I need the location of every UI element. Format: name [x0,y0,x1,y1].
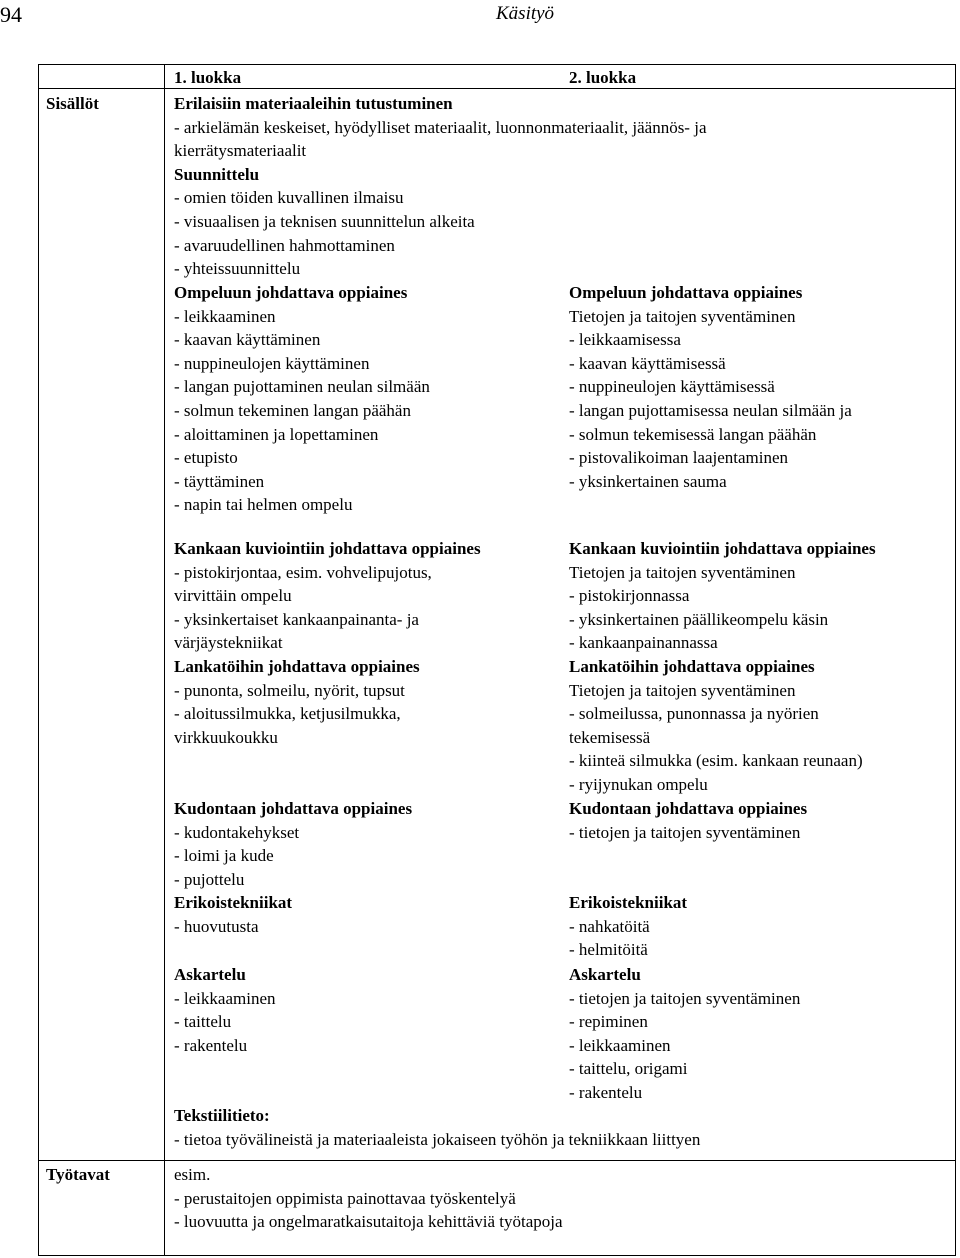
list-line: - kaavan käyttämisessä [569,353,726,373]
list-line: kierrätysmateriaalit [174,141,307,161]
grade2-header: 2. luokka [569,68,637,87]
list-line: - pistovalikoiman laajentaminen [569,448,789,468]
running-title: Käsityö [496,3,555,24]
list-line: virkkuukoukku [174,727,278,747]
list-line: - langan pujottamisessa neulan silmään ja [569,400,852,420]
list-line: - pistokirjonnassa [569,586,690,606]
column-divider [164,64,165,1256]
list-line: - tietoa työvälineistä ja materiaaleista jokaiseen työhön ja tekniikkaan liittyen [174,1129,701,1149]
list-line: - helmitöitä [569,940,648,960]
grade1-sewing-block [174,281,430,517]
list-line: - kankaanpainannassa [569,633,718,653]
list-line: - nuppineulojen käyttäminen [174,353,370,373]
row-label-methods: Työtavat [46,1165,110,1184]
list-line: - taittelu, origami [569,1059,688,1079]
list-line: - leikkaamisessa [569,330,681,350]
section-heading: Tekstiilitieto: [174,1106,270,1125]
list-line: Tietojen ja taitojen syventäminen [569,306,796,326]
list-line: - yksinkertaiset kankaanpainanta- ja [174,609,419,629]
list-line: - perustaitojen oppimista painottavaa työskentelyä [174,1188,516,1208]
list-line: - leikkaaminen [174,306,276,326]
list-line: - nahkatöitä [569,916,650,936]
section-heading: Erikoistekniikat [174,893,293,913]
list-line: - rakentelu [174,1035,248,1055]
list-line: - napin tai helmen ompelu [174,495,353,515]
list-line: - kudontakehykset [174,822,300,842]
section-heading: Lankatöihin johdattava oppiaines [569,656,815,676]
list-line: - yksinkertainen päällikeompelu käsin [569,609,829,629]
grade2-craft-block [569,963,800,1105]
section-heading: Kudontaan johdattava oppiaines [174,799,413,818]
list-line: - punonta, solmeilu, nyörit, tupsut [174,680,405,700]
section-heading: Erilaisiin materiaaleihin tutustuminen [174,94,453,113]
list-line: - ryijynukan ompelu [569,774,708,794]
list-line: - solmun tekeminen langan päähän [174,400,411,420]
list-line: - pujottelu [174,869,245,889]
list-line: - pistokirjontaa, esim. vohvelipujotus, [174,562,432,582]
list-line: - solmeilussa, punonnassa ja nyörien [569,704,819,724]
list-line: - etupisto [174,448,238,468]
list-line: esim. [174,1165,211,1184]
list-line: - yksinkertainen sauma [569,471,727,491]
grade1-fabric-yarn-block [174,537,481,749]
grade1-craft-block [174,963,276,1057]
row-label-contents: Sisällöt [46,94,99,113]
list-line: - taittelu [174,1012,232,1032]
list-line: - kiinteä silmukka (esim. kankaan reunaan) [569,751,863,771]
list-line: - arkielämän keskeiset, hyödylliset materiaalit, luonnonmateriaalit, jäännös- ja [174,117,707,137]
grade2-special-block [569,891,687,962]
list-line: tekemisessä [569,727,651,747]
grade2-fabric-yarn-block [569,537,876,797]
list-line: - repiminen [569,1012,648,1032]
section-heading: Askartelu [569,965,641,984]
list-line: Tietojen ja taitojen syventäminen [569,562,796,582]
grade1-weaving-special-block [174,797,412,939]
list-line: - nuppineulojen käyttämisessä [569,377,775,397]
list-line: - avaruudellinen hahmottaminen [174,235,395,255]
section-heading: Lankatöihin johdattava oppiaines [174,656,420,676]
grade1-header: 1. luokka [174,68,242,87]
list-line: - leikkaaminen [569,1035,671,1055]
list-line: - rakentelu [569,1082,643,1102]
list-line: virvittäin ompelu [174,586,292,606]
methods-row-divider [38,1160,956,1161]
list-line: - visuaalisen ja teknisen suunnittelun alkeita [174,211,475,231]
list-line: - kaavan käyttäminen [174,330,321,350]
list-line: - tietojen ja taitojen syventäminen [569,988,801,1008]
section-heading: Suunnittelu [174,164,260,184]
section-heading: Erikoistekniikat [569,893,688,912]
list-line: - tietojen ja taitojen syventäminen [569,822,801,842]
list-line: - yhteissuunnittelu [174,259,301,279]
list-line: - leikkaaminen [174,988,276,1008]
list-line: - solmun tekemisessä langan päähän [569,424,817,444]
list-line: - luovuutta ja ongelmaratkaisutaitoja kehittäviä työtapoja [174,1212,563,1232]
shared-intro-block [174,92,707,281]
list-line: - loimi ja kude [174,846,274,866]
methods-block [174,1163,563,1234]
list-line: värjäystekniikat [174,633,283,653]
list-line: - täyttäminen [174,471,265,491]
section-heading: Kudontaan johdattava oppiaines [569,799,808,818]
list-line: Tietojen ja taitojen syventäminen [569,680,796,700]
grade2-weaving-block [569,797,807,844]
section-heading: Askartelu [174,965,246,984]
list-line: - aloittaminen ja lopettaminen [174,424,379,444]
list-line: - aloitussilmukka, ketjusilmukka, [174,704,401,724]
list-line: - omien töiden kuvallinen ilmaisu [174,188,404,208]
textile-knowledge-block [174,1104,700,1151]
section-heading: Kankaan kuviointiin johdattava oppiaines [569,539,876,558]
list-line: - huovutusta [174,916,259,936]
grade2-sewing-block [569,281,852,493]
section-heading: Kankaan kuviointiin johdattava oppiaines [174,539,481,558]
list-line: - langan pujottaminen neulan silmään [174,377,430,397]
section-heading: Ompeluun johdattava oppiaines [569,283,803,302]
section-heading: Ompeluun johdattava oppiaines [174,283,408,302]
page-number: 94 [0,2,22,27]
